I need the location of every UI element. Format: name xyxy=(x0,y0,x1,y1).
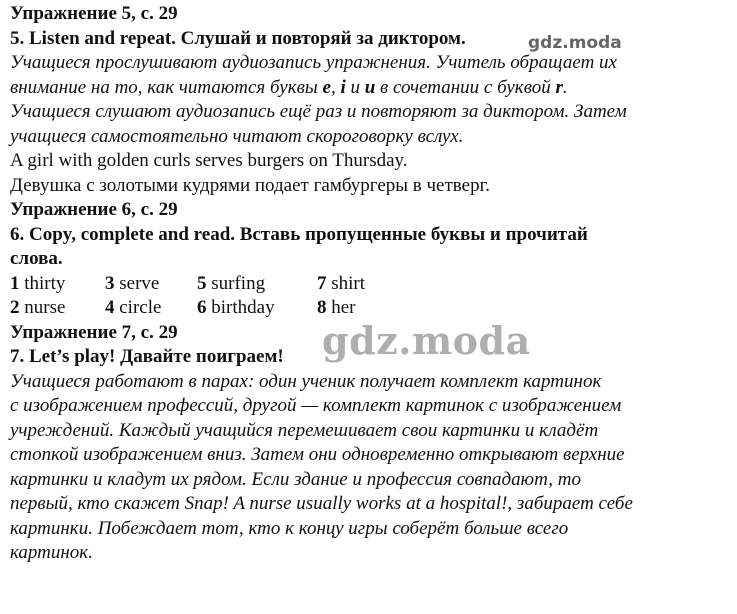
word-item xyxy=(317,272,417,297)
word-list xyxy=(10,272,730,321)
document-page xyxy=(10,2,730,566)
exercise-7-description-line: учреждений. Каждый учащийся перемешивает свои картинки и кладёт xyxy=(10,419,599,441)
word-item xyxy=(10,296,105,321)
watermark-large: gdz.moda xyxy=(322,318,531,363)
exercise-7-description-line: первый, кто скажет Snap! A nurse usually works at a hospital!, забирает себе xyxy=(10,493,633,514)
exercise-5-heading: Упражнение 5, с. 29 xyxy=(10,3,178,24)
exercise-7-description-line: с изображением профессий, другой — комплект картинок с изображением xyxy=(10,395,622,416)
exercise-7-description-line: картинок. xyxy=(10,542,93,563)
word-text: circle xyxy=(119,297,162,318)
word-text: nurse xyxy=(24,297,66,318)
word-text: thirty xyxy=(24,272,66,294)
exercise-5-description-line xyxy=(10,76,730,101)
word-number: 4 xyxy=(105,297,115,318)
word-number: 1 xyxy=(10,272,20,294)
word-number: 5 xyxy=(197,272,207,294)
text-fragment: внимание на то, как читаются буквы xyxy=(10,76,323,98)
text-fragment: . xyxy=(562,76,568,98)
text-fragment: в сочетании с буквой xyxy=(375,76,556,98)
exercise-7-heading: Упражнение 7, с. 29 xyxy=(10,321,178,343)
word-text: birthday xyxy=(211,297,275,318)
word-item xyxy=(105,296,197,321)
text-fragment: и xyxy=(345,76,365,98)
exercise-7-description-line: картинки. Побеждает тот, кто к концу игры соберёт больше всего xyxy=(10,517,569,539)
exercise-5-description-line: Учащиеся слушают аудиозапись ещё раз и повторяют за диктором. Затем xyxy=(10,101,627,122)
word-number: 3 xyxy=(105,272,115,294)
word-item xyxy=(105,272,197,297)
word-number: 6 xyxy=(197,297,207,318)
exercise-6-task-line: 6. Copy, complete and read. Вставь пропущенные буквы и прочитай xyxy=(10,223,588,245)
exercise-7-description-line: картинки и кладут их рядом. Если здание и профессия совпадают, то xyxy=(10,468,581,490)
word-text: serve xyxy=(119,272,160,294)
word-number: 2 xyxy=(10,297,20,318)
word-item xyxy=(197,272,317,297)
watermark-small: gdz.moda xyxy=(528,33,622,53)
word-text: her xyxy=(331,297,356,318)
exercise-5-description-line: Учащиеся прослушивают аудиозапись упражнения. Учитель обращает их xyxy=(10,52,617,73)
word-item xyxy=(197,296,317,321)
word-text: shirt xyxy=(331,272,366,294)
letter-i: i xyxy=(340,76,346,98)
letter-e: e xyxy=(322,76,331,98)
letter-u: u xyxy=(364,76,376,98)
word-number: 7 xyxy=(317,272,327,294)
exercise-6-heading: Упражнение 6, с. 29 xyxy=(10,199,178,220)
exercise-6-task-line: слова. xyxy=(10,248,63,269)
exercise-7-task: 7. Let’s play! Давайте поиграем! xyxy=(10,346,284,367)
word-number: 8 xyxy=(317,297,327,318)
exercise-7-description-line: Учащиеся работают в парах: один ученик получает комплект картинок xyxy=(10,370,602,392)
exercise-5-description-line: учащиеся самостоятельно читают скороговорку вслух. xyxy=(10,125,464,147)
letter-r: r xyxy=(555,76,563,98)
text-fragment: , xyxy=(330,76,341,98)
word-text: surfing xyxy=(211,272,266,294)
word-item xyxy=(317,296,417,321)
tongue-twister-translation: Девушка с золотыми кудрями подает гамбургеры в четверг. xyxy=(10,174,490,196)
exercise-7-description-line: стопкой изображением вниз. Затем они одновременно открывают верхние xyxy=(10,444,625,465)
exercise-5-task: 5. Listen and repeat. Слушай и повторяй за диктором. xyxy=(10,27,466,49)
tongue-twister: A girl with golden curls serves burgers on Thursday. xyxy=(10,150,408,171)
word-item xyxy=(10,272,105,297)
